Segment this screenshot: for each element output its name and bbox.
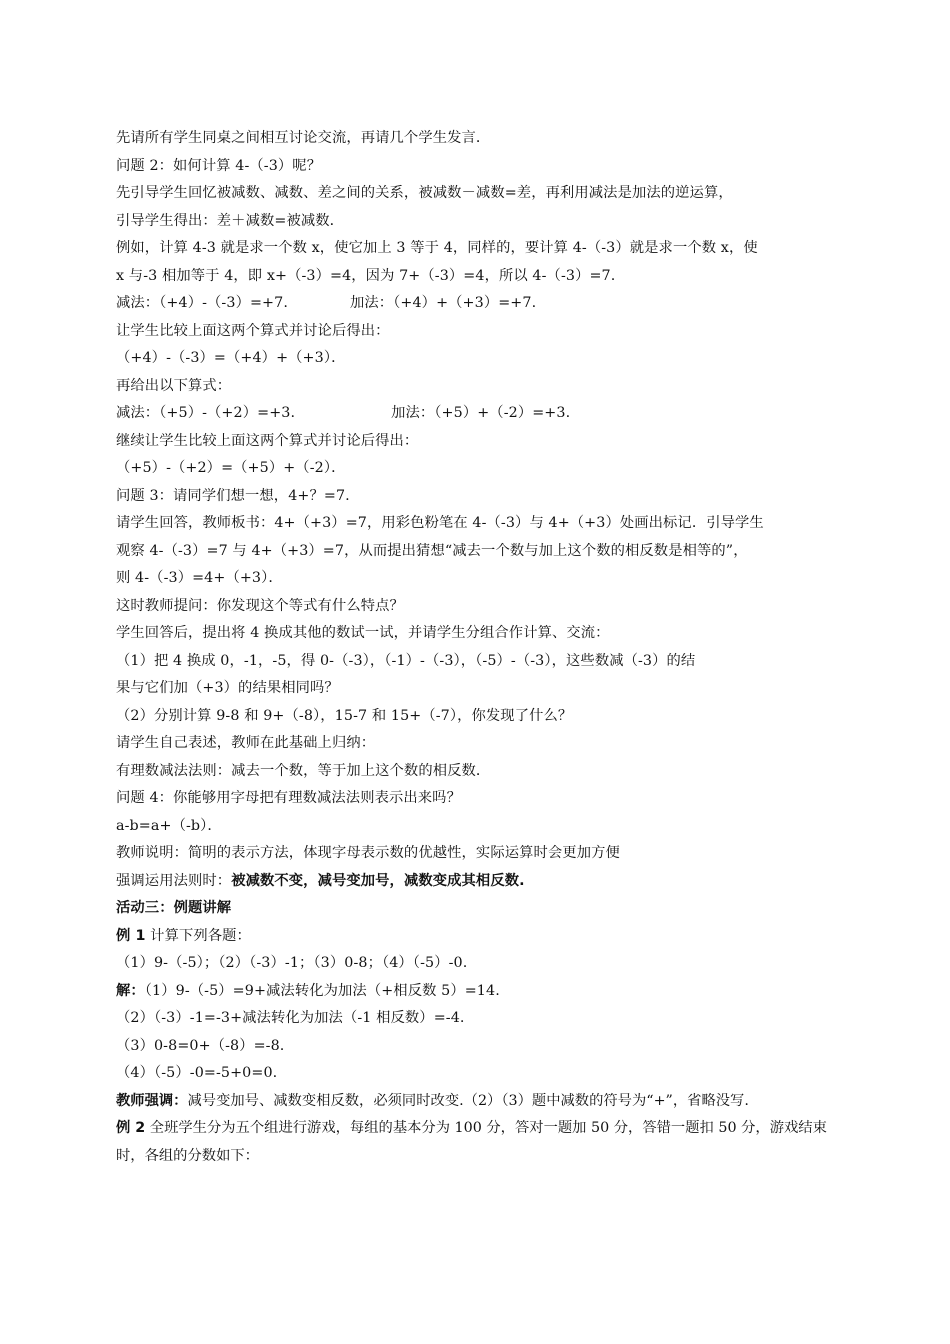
paragraph: 引导学生得出：差＋减数=被减数． — [116, 212, 345, 229]
paragraph: 让学生比较上面这两个算式并讨论后得出： — [116, 322, 390, 339]
paragraph: 先引导学生回忆被减数、减数、差之间的关系，被减数－减数=差，再利用减法是加法的逆运算， — [116, 185, 733, 201]
question-3: 问题 3：请同学们想一想，4+？=7. — [116, 487, 350, 504]
emphasis-line — [116, 868, 850, 896]
example-label: 例 1 — [116, 927, 146, 944]
question-2: 问题 2：如何计算 4-（-3）呢？ — [116, 157, 322, 174]
paragraph: 观察 4-（-3）=7 与 4+（+3）=7，从而提出猜想“减去一个数与加上这个数的相反数是相等的”， — [116, 542, 748, 559]
paragraph: 这时教师提问：你发现这个等式有什么特点？ — [116, 597, 404, 614]
teacher-note-text: 减号变加号、减数变相反数，必须同时改变.（2）（3）题中减数的符号为“+”，省略没写. — [187, 1092, 749, 1109]
example-text: 计算下列各题： — [145, 927, 251, 944]
paragraph: 学生回答后，提出将 4 换成其他的数试一试，并请学生分组合作计算、交流： — [116, 625, 610, 641]
addition-formula: 加法：（+5）+（-2）=+3. — [391, 405, 571, 421]
example-1-items: （1）9-（-5）；（2）（-3）-1；（3）0-8；（4）（-5）-0. — [116, 955, 468, 971]
paragraph: 例如，计算 4-3 就是求一个数 x，使它加上 3 等于 4，同样的，要计算 4-（-3）就是求一个数 x，使 — [116, 240, 758, 256]
paragraph: x 与-3 相加等于 4，即 x+（-3）=4，因为 7+（-3）=4，所以 4-（-3）=7. — [116, 267, 616, 284]
paragraph: 果与它们加（+3）的结果相同吗？ — [116, 680, 339, 696]
solution-text: （1）9-（-5）=9+减法转化为加法（+相反数 5）=14. — [144, 982, 500, 999]
paragraph: 教师说明：简明的表示方法，体现字母表示数的优越性，实际运算时会更加方便 — [116, 845, 620, 861]
solution-label: 解： — [116, 982, 145, 999]
subtraction-formula: 减法：（+5）-（+2）=+3. — [116, 405, 296, 421]
formula: a-b=a+（-b）． — [116, 817, 222, 834]
subtraction-formula: 减法：（+4）-（-3）=+7. — [116, 295, 288, 311]
example-2 — [116, 1115, 850, 1170]
example-label: 例 2 — [116, 1120, 146, 1136]
paragraph: （2）分别计算 9-8 和 9+（-8），15-7 和 15+（-7），你发现了什么？ — [116, 707, 573, 724]
solution-line: （4）（-5）-0=-5+0=0. — [116, 1065, 278, 1081]
teacher-note — [116, 1088, 850, 1116]
solution-line: （2）（-3）-1=-3+减法转化为加法（-1 相反数）=-4. — [116, 1010, 465, 1026]
emphasis-prefix: 强调运用法则时： — [116, 872, 232, 889]
formula-pair-2 — [116, 400, 850, 428]
solution-line: （3）0-8=0+（-8）=-8. — [116, 1037, 285, 1054]
example-text: 全班学生分为五个组进行游戏，每组的基本分为 100 分，答对一题加 50 分，答错一题扣 50 分，游戏结束时，各组的分数如下： — [116, 1120, 827, 1164]
paragraph: 再给出以下算式： — [116, 377, 232, 394]
formula: （+4）-（-3）=（+4）+（+3）． — [116, 350, 346, 366]
addition-formula: 加法：（+4）+（+3）=+7. — [349, 295, 537, 311]
section-heading: 活动三：例题讲解 — [116, 900, 232, 916]
paragraph: 请学生回答，教师板书：4+（+3）=7，用彩色粉笔在 4-（-3）与 4+（+3）处画出标记．引导学生 — [116, 515, 764, 531]
question-4: 问题 4：你能够用字母把有理数减法法则表示出来吗？ — [116, 790, 461, 806]
emphasis-bold: 被减数不变，减号变加号，减数变成其相反数. — [231, 872, 525, 889]
solution — [116, 978, 850, 1006]
subtraction-rule: 有理数减法法则：减去一个数，等于加上这个数的相反数． — [116, 762, 491, 779]
paragraph: 请学生自己表述，教师在此基础上归纳： — [116, 735, 376, 751]
paragraph: 继续让学生比较上面这两个算式并讨论后得出： — [116, 432, 419, 449]
paragraph: 则 4-（-3）=4+（+3）． — [116, 570, 283, 586]
paragraph: （1）把 4 换成 0，-1，-5，得 0-（-3），（-1）-（-3），（-5）-（-3），这些数减（-3）的结 — [116, 652, 696, 669]
teacher-note-label: 教师强调： — [116, 1092, 188, 1109]
formula-pair-1 — [116, 290, 850, 318]
example-1 — [116, 923, 850, 951]
paragraph: 先请所有学生同桌之间相互讨论交流，再请几个学生发言． — [116, 130, 491, 146]
formula: （+5）-（+2）=（+5）+（-2）． — [116, 460, 346, 476]
